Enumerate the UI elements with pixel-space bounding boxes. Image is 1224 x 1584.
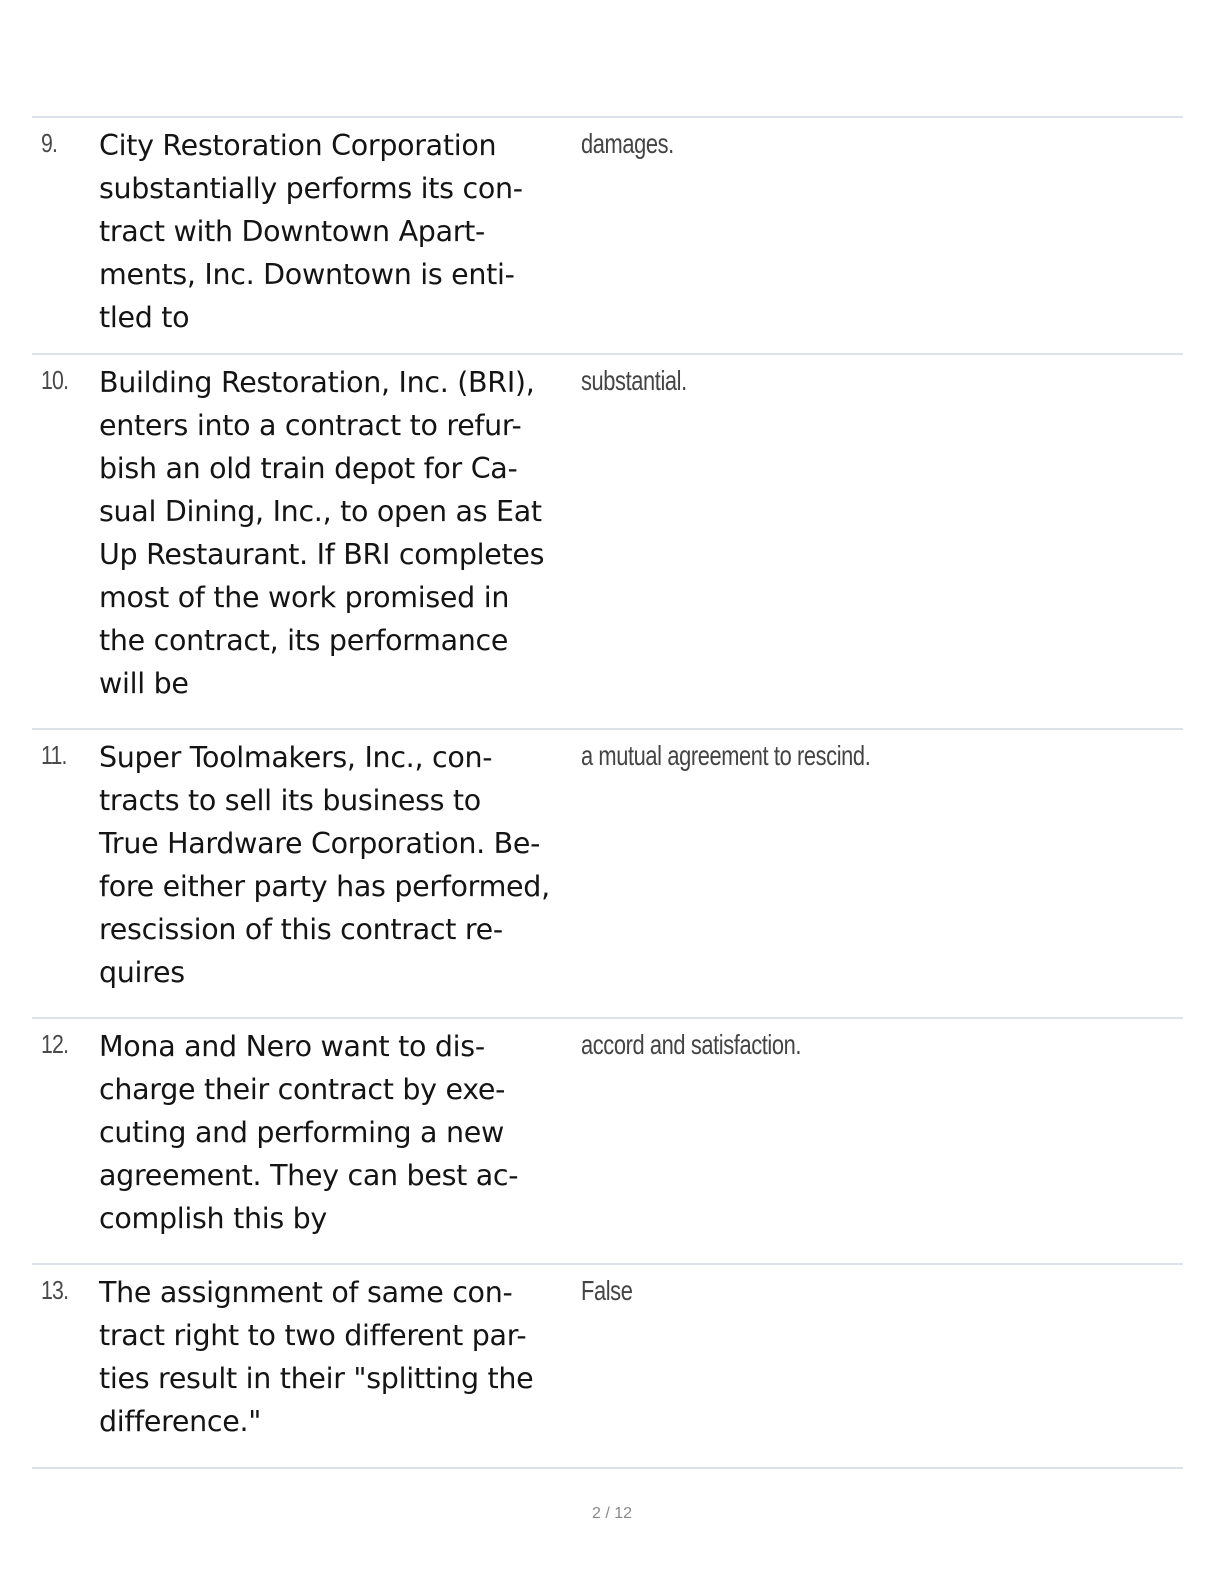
- item-number: 10.: [41, 365, 69, 395]
- item-number: 12.: [41, 1029, 69, 1059]
- table-row: [32, 355, 1183, 730]
- answer-text: substantial.: [581, 365, 687, 396]
- answer-text: a mutual agreement to rescind.: [581, 740, 871, 771]
- question-text: Building Restoration, Inc. (BRI), enters into a contract to refur- bish an old train depot for Ca- sual Dining, Inc., to open as Eat Up Restaurant. If BRI completes most of the work promised in the contract, its performance will be: [99, 366, 545, 700]
- answer-text: damages.: [581, 128, 674, 159]
- question-text: Super Toolmakers, Inc., con- tracts to sell its business to True Hardware Corporation. Be- fore either party has performed, rescission of this contract re- quires: [99, 741, 550, 989]
- item-number: 11.: [41, 740, 67, 770]
- question-text: Mona and Nero want to dis- charge their contract by exe- cuting and performing a new agreement. They can best ac- complish this by: [99, 1030, 519, 1235]
- answer-text: accord and satisfaction.: [581, 1029, 802, 1060]
- table-row: [32, 1265, 1183, 1469]
- answer-text: False: [581, 1275, 633, 1306]
- question-text: City Restoration Corporation substantially performs its con- tract with Downtown Apart- ments, Inc. Downtown is enti- tled to: [99, 129, 523, 334]
- table-row: [32, 118, 1183, 355]
- page-indicator: 2 / 12: [591, 1505, 633, 1522]
- table-row: [32, 1019, 1183, 1265]
- item-number: 9.: [41, 128, 58, 158]
- qa-table: [32, 116, 1183, 1469]
- table-row: [32, 730, 1183, 1019]
- question-text: The assignment of same con- tract right to two different par- ties result in their "splitting the difference.": [99, 1276, 534, 1438]
- item-number: 13.: [41, 1275, 69, 1305]
